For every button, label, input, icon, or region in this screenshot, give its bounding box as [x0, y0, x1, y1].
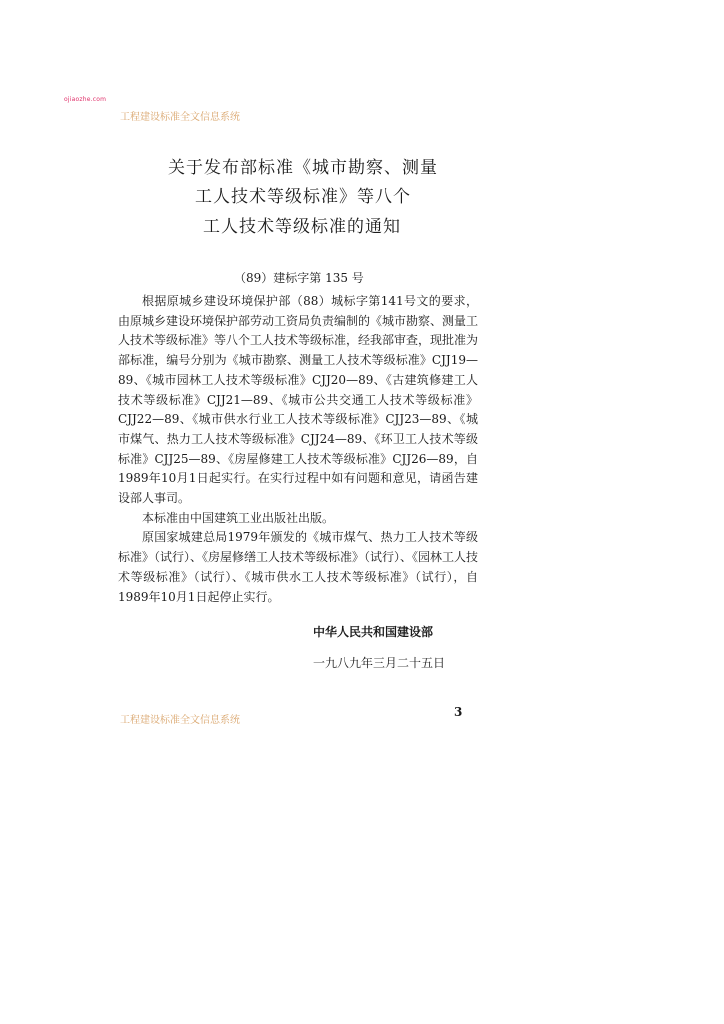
signature-date: 一九八九年三月二十五日	[313, 656, 446, 670]
document-number: （89）建标字第 135 号	[234, 271, 364, 285]
paragraph-repeal: 原国家城建总局1979年颁发的《城市煤气、热力工人技术等级标准》（试行）、《房屋修缮工人技术等级标准》（试行）、《园林工人技术等级标准》（试行）、《城市供水工人技术等级标准》（试行），自1989年10月1日起停止实行。	[118, 530, 479, 604]
page-number: 3	[454, 705, 463, 719]
watermark-system-bottom: 工程建设标准全文信息系统	[120, 715, 240, 726]
watermark-system-top: 工程建设标准全文信息系统	[120, 112, 240, 123]
notice-title-line-3: 工人技术等级标准的通知	[203, 217, 401, 237]
paragraph-approval: 根据原城乡建设环境保护部（88）城标字第141号文的要求，由原城乡建设环境保护部劳动工资局负责编制的《城市勘察、测量工人技术等级标准》等八个工人技术等级标准，经我部审查，现批准为部标准，编号分别为《城市勘察、测量工人技术等级标准》CJJ19—89、《城市园林工人技术等级标准》CJJ20—89、《古建筑修建工人技术等级标准》CJJ21—89、《城市公共交通工人技术等级标准》CJJ22—89、《城市供水行业工人技术等级标准》CJJ23—89、《城市煤气、热力工人技术等级标准》CJJ24—89、《环卫工人技术等级标准》CJJ25—89、《房屋修建工人技术等级标准》CJJ26—89，自1989年10月1日起实行。在实行过程中如有问题和意见，请函告建设部人事司。	[118, 294, 479, 506]
paragraph-publisher: 本标准由中国建筑工业出版社出版。	[142, 510, 335, 525]
notice-title-line-2: 工人技术等级标准》等八个	[195, 187, 411, 207]
notice-body	[118, 292, 478, 607]
notice-title-line-1: 关于发布部标准《城市勘察、测量	[168, 158, 438, 178]
watermark-url: ojiaozhe.com	[64, 96, 107, 103]
signature-organization: 中华人民共和国建设部	[313, 625, 434, 639]
